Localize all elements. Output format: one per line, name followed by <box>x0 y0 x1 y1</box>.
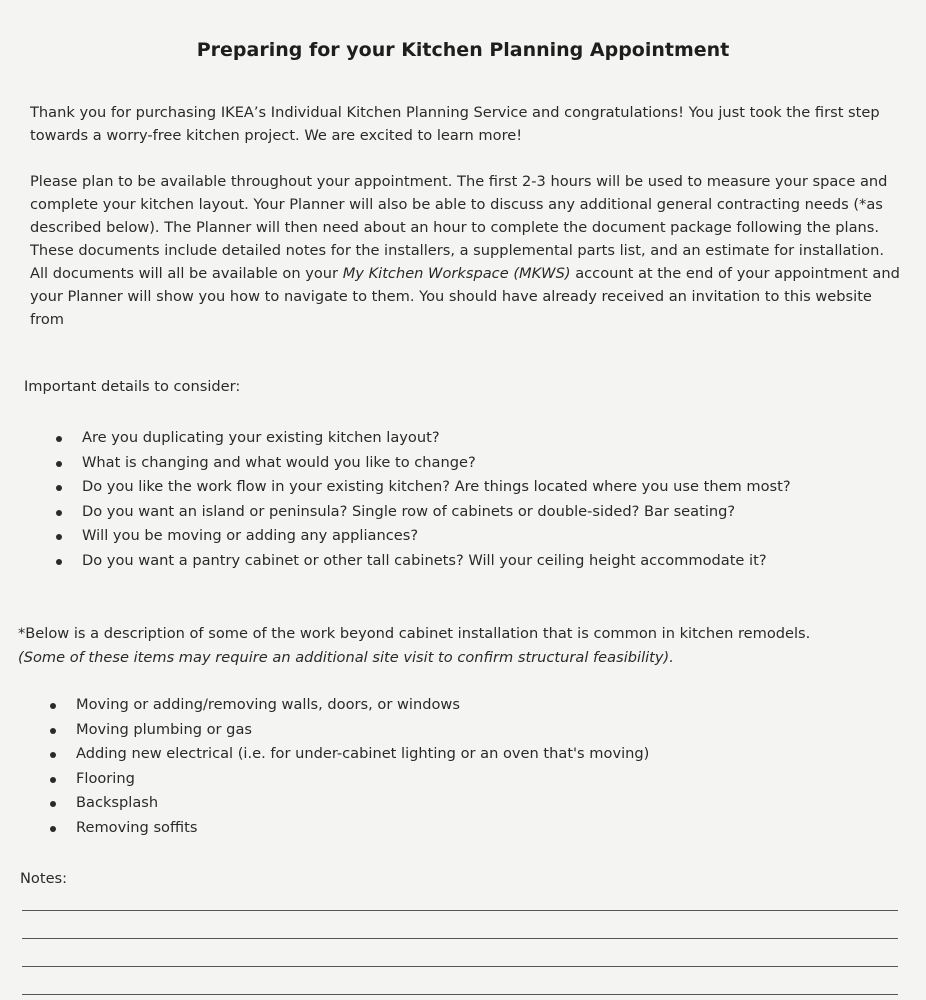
list-item: Do you want an island or peninsula? Single row of cabinets or double-sided? Bar seating? <box>82 500 791 525</box>
work-note-text: *Below is a description of some of the work beyond cabinet installation that is common in kitchen remodels. <box>18 625 811 642</box>
page-title: Preparing for your Kitchen Planning Appointment <box>196 38 730 61</box>
list-item: Will you be moving or adding any appliances? <box>82 524 791 549</box>
notes-label: Notes: <box>20 870 68 887</box>
list-item: Backsplash <box>76 791 649 816</box>
details-heading: Important details to consider: <box>24 378 241 395</box>
appointment-text-2: account at the end of your appointment and your Planner will show you how to navigate to them. You should have already received an invitation to this website from <box>30 265 900 328</box>
notes-line <box>22 966 898 967</box>
appointment-text-1: Please plan to be available throughout your appointment. The first 2-3 hours will be used to measure your space and complete your kitchen layout. Your Planner will also be able to discuss any additional general contracting needs (*as described below). The Planner will then need about an hour to complete the document package following the plans. These documents include detailed notes for the installers, a supplemental parts list, and an estimate for installation. All documents will all be available on your <box>30 173 888 282</box>
work-note-italic: (Some of these items may require an additional site visit to confirm structural feasibility). <box>18 649 674 666</box>
notes-line <box>22 938 898 939</box>
list-item: Adding new electrical (i.e. for under-cabinet lighting or an oven that's moving) <box>76 742 649 767</box>
details-list <box>82 426 791 573</box>
appointment-paragraph <box>30 170 902 331</box>
workspace-name: My Kitchen Workspace (MKWS) <box>342 265 571 282</box>
notes-line <box>22 994 898 995</box>
list-item: Do you like the work flow in your existing kitchen? Are things located where you use them most? <box>82 475 791 500</box>
list-item: Do you want a pantry cabinet or other tall cabinets? Will your ceiling height accommodate it? <box>82 549 791 574</box>
work-note <box>18 622 908 670</box>
list-item: Moving or adding/removing walls, doors, or windows <box>76 693 649 718</box>
list-item: Moving plumbing or gas <box>76 718 649 743</box>
notes-line <box>22 910 898 911</box>
work-items-list <box>76 693 649 840</box>
list-item: Removing soffits <box>76 816 649 841</box>
list-item: What is changing and what would you like to change? <box>82 451 791 476</box>
intro-paragraph: Thank you for purchasing IKEA’s Individual Kitchen Planning Service and congratulations! You just took the first step towards a worry-free kitchen project. We are excited to learn more! <box>30 104 880 144</box>
list-item: Are you duplicating your existing kitchen layout? <box>82 426 791 451</box>
list-item: Flooring <box>76 767 649 792</box>
